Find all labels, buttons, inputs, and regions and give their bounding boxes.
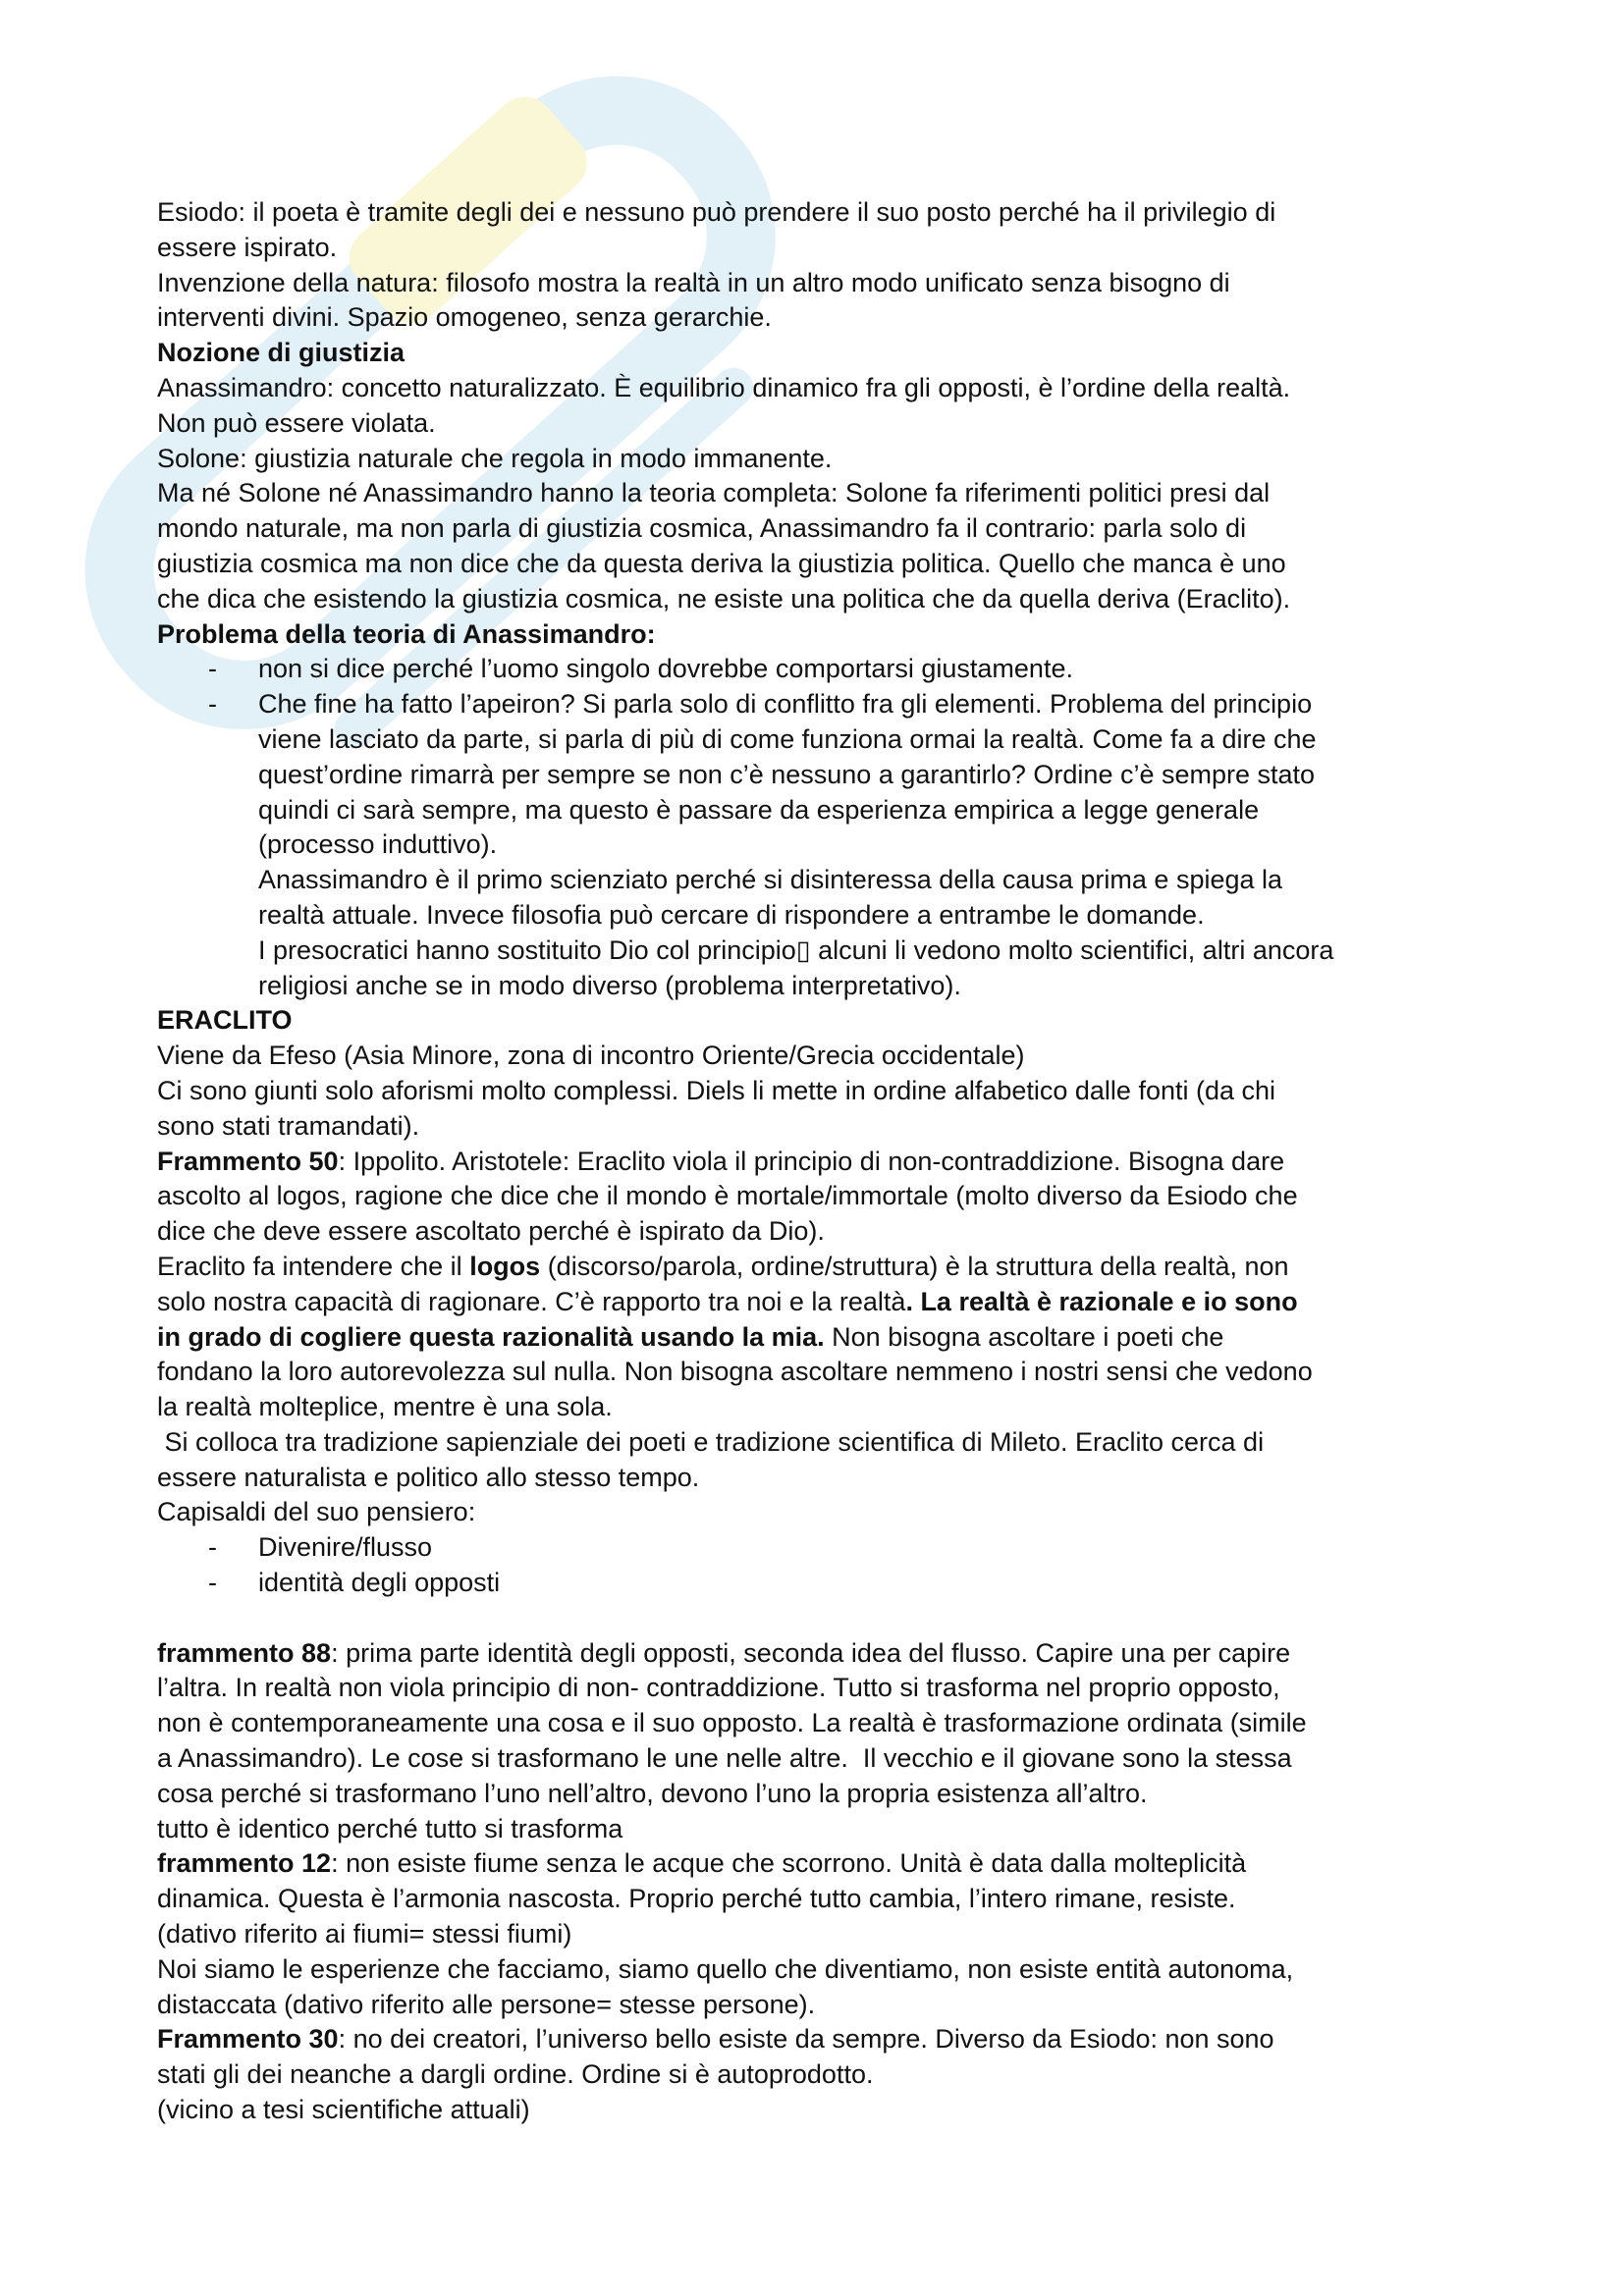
text-line — [0, 1846, 1623, 1882]
bullet-marker: - — [208, 1532, 217, 1563]
bold-text: logos — [469, 1251, 541, 1281]
text-line — [0, 371, 1623, 406]
text-run: a Anassimandro). Le cose si trasformano le une nelle altre. Il vecchio e il giovane sono la stessa — [157, 1743, 1292, 1774]
text-line — [0, 1214, 1623, 1250]
text-run: cosa perché si trasformano l’uno nell’altro, devono l’uno la propria esistenza all’altro. — [157, 1778, 1148, 1808]
text-run: identità degli opposti — [258, 1568, 501, 1598]
text-line — [0, 2093, 1623, 2128]
text-run: : no dei creatori, l’universo bello esiste da sempre. Diverso da Esiodo: non sono — [338, 2024, 1274, 2055]
text-run: essere ispirato. — [157, 232, 338, 262]
text-run: mondo naturale, ma non parla di giustizia cosmica, Anassimandro fa il contrario: parla solo di — [157, 513, 1247, 544]
text-run: dinamica. Questa è l’armonia nascosta. Proprio perché tutto cambia, l’intero rimane, resiste. — [157, 1884, 1236, 1914]
text-line — [0, 442, 1623, 477]
list-item — [0, 1566, 1623, 1601]
text-line — [0, 1355, 1623, 1390]
bold-text: frammento 88 — [157, 1637, 332, 1668]
text-run: (processo induttivo). — [258, 829, 498, 860]
text-line — [0, 617, 1623, 653]
text-line — [0, 1952, 1623, 1988]
bold-text: ERACLITO — [157, 1005, 293, 1036]
text-run: : Ippolito. Aristotele: Eraclito viola il principio di non-contraddizione. Bisogna dare — [338, 1146, 1285, 1176]
text-run: Che fine ha fatto l’apeiron? Si parla solo di conflitto fra gli elementi. Problema del principio — [258, 689, 1313, 720]
text-line — [0, 1461, 1623, 1496]
bullet-marker: - — [208, 1568, 217, 1598]
text-run: fondano la loro autorevolezza sul nulla. Non bisogna ascoltare nemmeno i nostri sensi che vedono — [157, 1357, 1313, 1387]
list-item — [0, 687, 1623, 722]
text-line — [0, 898, 1623, 934]
text-line — [0, 758, 1623, 793]
text-line — [0, 1812, 1623, 1847]
text-line — [0, 1074, 1623, 1109]
text-line — [0, 1671, 1623, 1706]
text-line — [0, 863, 1623, 898]
text-run: che dica che esistendo la giustizia cosmica, ne esiste una politica che da quella deriva (Eraclito). — [157, 583, 1291, 614]
text-line — [0, 1003, 1623, 1039]
bold-text: Frammento 30 — [157, 2024, 339, 2055]
text-run: quest’ordine rimarrà per sempre se non c’è nessuno a garantirlo? Ordine c’è sempre stato — [258, 759, 1316, 789]
bold-text: Problema della teoria di Anassimandro: — [157, 618, 656, 649]
text-line — [0, 1425, 1623, 1461]
bold-text: Frammento 50 — [157, 1146, 339, 1176]
text-run: religiosi anche se in modo diverso (problema interpretativo). — [258, 970, 961, 1000]
text-line — [0, 1917, 1623, 1952]
text-line — [0, 793, 1623, 828]
text-run: l’altra. In realtà non viola principio di non- contraddizione. Tutto si trasforma nel proprio opposto, — [157, 1673, 1280, 1703]
text-run: (dativo riferito ai fiumi= stessi fiumi) — [157, 1919, 572, 1949]
text-line — [0, 266, 1623, 301]
text-run: Anassimandro: concetto naturalizzato. È equilibrio dinamico fra gli opposti, è l’ordine della realtà. — [157, 372, 1291, 402]
text-line — [0, 547, 1623, 582]
text-line — [0, 336, 1623, 371]
text-run: Si colloca tra tradizione sapienziale dei poeti e tradizione scientifica di Mileto. Eraclito cerca di — [157, 1426, 1265, 1457]
text-run: Invenzione della natura: filosofo mostra la realtà in un altro modo unificato senza bisogno di — [157, 267, 1230, 297]
text-line — [0, 722, 1623, 758]
text-line — [0, 1285, 1623, 1320]
text-run: Noi siamo le esperienze che facciamo, siamo quello che diventiamo, non esiste entità autonoma, — [157, 1953, 1294, 1984]
text-run: essere naturalista e politico allo stesso tempo. — [157, 1462, 700, 1492]
text-run: la realtà molteplice, mentre è una sola. — [157, 1392, 613, 1422]
text-line — [0, 1320, 1623, 1356]
text-run: dice che deve essere ascoltato perché è ispirato da Dio). — [157, 1216, 825, 1247]
text-line — [0, 300, 1623, 336]
text-run: tutto è identico perché tutto si trasforma — [157, 1813, 623, 1843]
text-line — [0, 1636, 1623, 1672]
text-line — [0, 1882, 1623, 1917]
bullet-marker: - — [208, 654, 217, 684]
text-run: Divenire/flusso — [258, 1532, 433, 1563]
text-line — [0, 406, 1623, 442]
text-run: stati gli dei neanche a dargli ordine. Ordine si è autoprodotto. — [157, 2059, 874, 2090]
text-line — [0, 1988, 1623, 2023]
text-run: viene lasciato da parte, si parla di più di come funziona ormai la realtà. Come fa a dire che — [258, 723, 1317, 754]
text-run: Eraclito fa intendere che il — [157, 1251, 470, 1281]
text-run: non è contemporaneamente una cosa e il suo opposto. La realtà è trasformazione ordinata (simile — [157, 1708, 1307, 1738]
text-line — [0, 476, 1623, 511]
text-run: interventi divini. Spazio omogeneo, senza gerarchie. — [157, 302, 772, 333]
text-line — [0, 1109, 1623, 1145]
text-run: Ci sono giunti solo aforismi molto complessi. Diels li mette in ordine alfabetico dalle fonti (da chi — [157, 1075, 1276, 1105]
text-line — [0, 582, 1623, 617]
text-line — [0, 1145, 1623, 1180]
text-line — [0, 1039, 1623, 1074]
bold-text: . La realtà è razionale e io sono — [905, 1286, 1298, 1316]
text-run: Anassimandro è il primo scienziato perché si disinteressa della causa prima e spiega la — [258, 865, 1283, 895]
text-line — [0, 969, 1623, 1004]
text-run: I presocratici hanno sostituito Dio col principio▯ alcuni li vedono molto scientifici, altri ancora — [258, 934, 1334, 965]
text-run: (vicino a tesi scientifiche attuali) — [157, 2095, 530, 2125]
text-line — [0, 1495, 1623, 1530]
text-run: Solone: giustizia naturale che regola in modo immanente. — [157, 443, 833, 473]
text-run: (discorso/parola, ordine/struttura) è la struttura della realtà, non — [540, 1251, 1289, 1281]
text-run: Ma né Solone né Anassimandro hanno la teoria completa: Solone fa riferimenti politici presi dal — [157, 478, 1271, 508]
blank-line — [0, 1601, 1623, 1636]
text-line — [0, 1741, 1623, 1777]
text-line — [0, 2022, 1623, 2057]
text-run: quindi ci sarà sempre, ma questo è passare da esperienza empirica a legge generale — [258, 794, 1260, 825]
text-run: solo nostra capacità di ragionare. C’è rapporto tra noi e la realtà — [157, 1286, 906, 1316]
text-run: : prima parte identità degli opposti, seconda idea del flusso. Capire una per capire — [331, 1637, 1291, 1668]
text-run: Esiodo: il poeta è tramite degli dei e nessuno può prendere il suo posto perché ha il privilegio di — [157, 197, 1276, 227]
text-run: : non esiste fiume senza le acque che scorrono. Unità è data dalla molteplicità — [331, 1848, 1247, 1879]
text-run: Capisaldi del suo pensiero: — [157, 1497, 476, 1527]
list-item — [0, 1530, 1623, 1566]
text-run: Non bisogna ascoltare i poeti che — [824, 1321, 1224, 1352]
list-item — [0, 652, 1623, 687]
text-line — [0, 1179, 1623, 1214]
text-line — [0, 1706, 1623, 1741]
bold-text: in grado di cogliere questa razionalità usando la mia. — [157, 1321, 825, 1352]
text-line — [0, 195, 1623, 231]
text-run: non si dice perché l’uomo singolo dovrebbe comportarsi giustamente. — [258, 654, 1073, 684]
text-run: distaccata (dativo riferito alle persone= stesse persone). — [157, 1989, 816, 2019]
text-run: Non può essere violata. — [157, 407, 436, 438]
text-line — [0, 511, 1623, 547]
document-body — [0, 195, 1623, 2128]
text-line — [0, 2057, 1623, 2093]
text-line — [0, 1250, 1623, 1285]
text-line — [0, 1777, 1623, 1812]
text-line — [0, 1390, 1623, 1425]
text-line — [0, 934, 1623, 969]
text-line — [0, 828, 1623, 863]
bold-text: frammento 12 — [157, 1848, 332, 1879]
bullet-marker: - — [208, 689, 217, 720]
text-run: realtà attuale. Invece filosofia può cercare di rispondere a entrambe le domande. — [258, 899, 1205, 930]
text-line — [0, 231, 1623, 266]
text-run: giustizia cosmica ma non dice che da questa deriva la giustizia politica. Quello che manca è uno — [157, 548, 1286, 578]
text-run: Viene da Efeso (Asia Minore, zona di incontro Oriente/Grecia occidentale) — [157, 1041, 1025, 1071]
text-run: sono stati tramandati). — [157, 1110, 420, 1141]
text-run: ascolto al logos, ragione che dice che il mondo è mortale/immortale (molto diverso da Esiodo che — [157, 1181, 1298, 1211]
bold-text: Nozione di giustizia — [157, 338, 406, 368]
